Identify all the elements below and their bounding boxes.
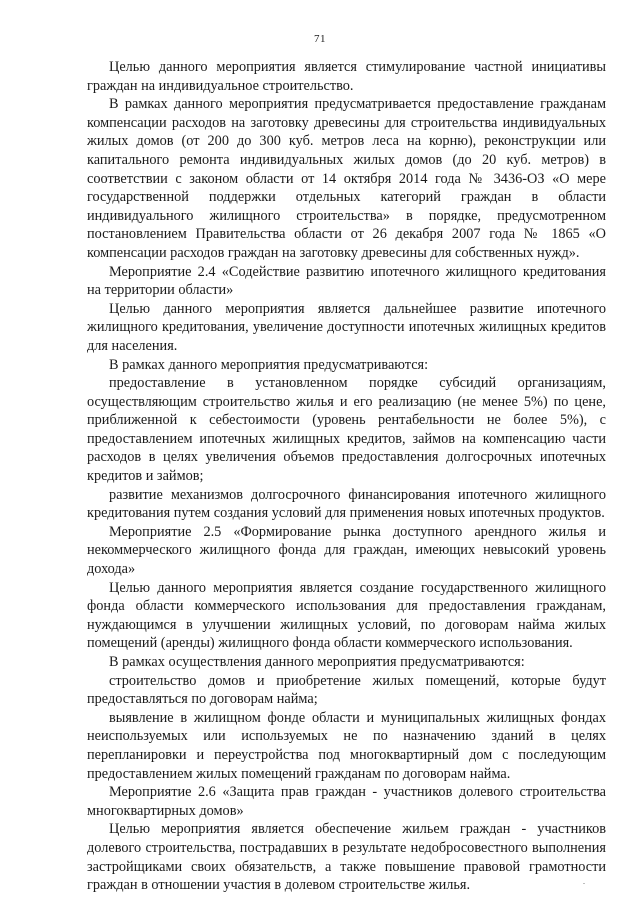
- list-item: развитие механизмов долгосрочного финансирования ипотечного жилищного кредитования путем создания условий для применения новых ипотечных продуктов.: [87, 486, 606, 522]
- measure-heading: Мероприятие 2.5 «Формирование рынка доступного арендного жилья и некоммерческого жилищного фонда для граждан, имеющих невысокий уровень дохода»: [87, 523, 606, 578]
- document-body: [87, 58, 606, 895]
- measure-heading: Мероприятие 2.4 «Содействие развитию ипотечного жилищного кредитования на территории области»: [87, 263, 606, 299]
- paragraph: В рамках осуществления данного мероприятия предусматриваются:: [109, 654, 525, 670]
- paragraph: Целью данного мероприятия является дальнейшее развитие ипотечного жилищного кредитования, увеличение доступности ипотечных жилищных кредитов для населения.: [87, 300, 606, 354]
- list-item: выявление в жилищном фонде области и муниципальных жилищных фондах неиспользуемых или используемых не по назначению зданий в целях перепланировки и переустройства под многоквартирный дом с последующим предоставлением жилых помещений гражданам по договорам найма.: [87, 709, 606, 782]
- list-item: предоставление в установленном порядке субсидий организациям, осуществляющим строительство жилья и его реализацию (не менее 5%) по цене, приближенной к себестоимости (уровень рентабельности не более 5%), с предоставлением ипотечных жилищных кредитов, займов на компенсацию части расходов в целях увеличения объемов предоставления долгосрочных ипотечных кредитов и займов;: [87, 375, 606, 485]
- paragraph: Целью мероприятия является обеспечение жильем граждан - участников долевого строительства, пострадавших в результате недобросовестного выполнения застройщиками своих обязательств, а также повышение правовой грамотности граждан в отношении участия в долевом строительстве жилья.: [87, 821, 606, 894]
- paragraph: Целью данного мероприятия является создание государственного жилищного фонда области коммерческого использования для предоставления гражданам, нуждающимся в улучшении жилищных условий, по договорам найма жилых помещений (аренды) жилищного фонда области коммерческого использования.: [87, 579, 606, 652]
- paragraph: В рамках данного мероприятия предусматриваются:: [109, 356, 429, 373]
- scan-mark: .: [583, 877, 585, 886]
- paragraph: В рамках данного мероприятия предусматривается предоставление гражданам компенсации расходов на заготовку древесины для строительства индивидуальных жилых домов (от 200 до 300 куб. метров леса на корню), реконструкции или капитального ремонта индивидуальных жилых домов (до 20 куб. метров) в соответствии с законом области от 14 октября 2014 года № 3436-ОЗ «О мере государственной поддержки отдельных категорий граждан в области индивидуального жилищного строительства» в порядке, предусмотренном постановлением Правительства области от 26 декабря 2007 года № 1865 «О компенсации расходов граждан на заготовку древесины для собственных нужд».: [87, 96, 606, 261]
- page-number: 71: [314, 33, 326, 45]
- measure-heading: Мероприятие 2.6 «Защита прав граждан - участников долевого строительства многоквартирных домов»: [87, 784, 606, 819]
- paragraph: Целью данного мероприятия является стимулирование частной инициативы граждан на индивидуальное строительство.: [87, 59, 606, 94]
- list-item: строительство домов и приобретение жилых помещений, которые будут предоставляться по договорам найма;: [87, 672, 606, 708]
